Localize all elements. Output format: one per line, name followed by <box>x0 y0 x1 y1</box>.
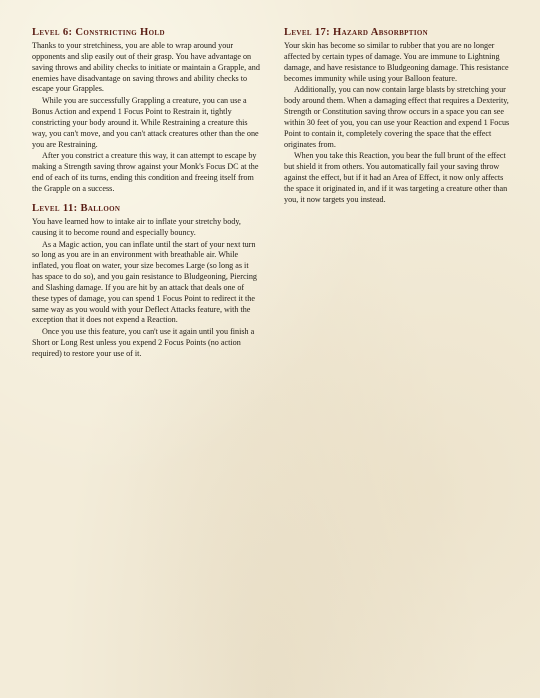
paragraph: Additionally, you can now contain large blasts by stretching your body around them. When a damaging effect that requires a Dexterity, Strength or Constitution saving throw occurs in a space you can see within 30 feet of you, you can use your Reaction and expend 1 Focus Point to contain it, completely covering the space that the effect originates from. <box>284 85 510 149</box>
paragraph: When you take this Reaction, you bear the full brunt of the effect but shield it from others. You automatically fail your saving throw against the effect, but if it had an Area of Effect, it now only affects the space it originated in, and if it was targeting a creature other than you, it now targets you instead. <box>284 151 508 204</box>
left-column <box>32 26 261 678</box>
heading-balloon: Level 11: Balloon <box>32 202 121 214</box>
paragraph: Once you use this feature, you can't use it again until you finish a Short or Long Rest unless you expend 2 Focus Points (no action required) to restore your use of it. <box>32 327 255 358</box>
paragraph: You have learned how to intake air to inflate your stretchy body, causing it to become round and especially bouncy. <box>32 216 241 237</box>
paragraph: While you are successfully Grappling a creature, you can use a Bonus Action and expend 1 Focus Point to Restrain it, tightly constricting your body around it. While Restraining a creature this way, you can't move, and you can't attack creatures other than the one you are Restraining. <box>32 96 259 149</box>
paragraph: Your skin has become so similar to rubber that you are no longer affected by certain types of damage. You are immune to Lightning damage, and have resistance to Bludgeoning damage. This resistance becomes immunity while using your Balloon feature. <box>284 41 509 83</box>
right-column <box>284 26 512 678</box>
paragraph: As a Magic action, you can inflate until the start of your next turn so long as you are in an environment with breathable air. While inflated, you float on water, your size becomes Large (so long as it has space to do so), and you gain resistance to Bludgeoning, Piercing and Slashing damage. If you are hit by an attack that deals one of these types of damage, you can spend 1 Focus Point to redirect it the same way as you would with your Deflect Attacks feature, with the exception that it does not expend a Reaction. <box>32 239 257 325</box>
heading-constricting-hold: Level 6: Constricting Hold <box>32 27 165 38</box>
heading-hazard-absorbption: Level 17: Hazard Absorbption <box>284 27 429 38</box>
paragraph: Thanks to your stretchiness, you are able to wrap around your opponents and slip easily out of their grasp. You have advantage on saving throws and ability checks to initiate or maintain a Grapple, and enemies have disadvantage on saving throws and ability checks to escape your Grapples. <box>32 41 260 94</box>
paragraph: After you constrict a creature this way, it can attempt to escape by making a Strength saving throw against your Monk's Focus DC at the end of each of its turns, ending this condition and freeing itself from the Grapple on a success. <box>32 151 259 193</box>
